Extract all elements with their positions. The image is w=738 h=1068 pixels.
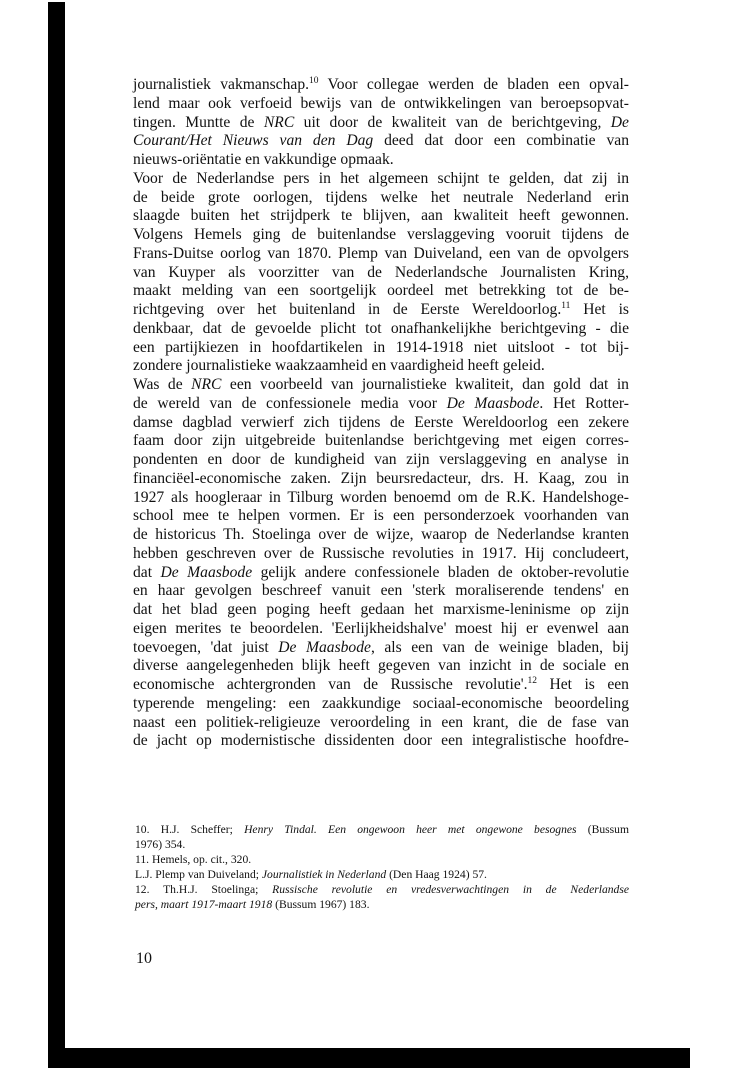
body-line: [133, 264, 629, 283]
body-line: [133, 714, 629, 733]
body-line: [133, 76, 629, 95]
text-segment: deed dat door een combinatie van: [373, 132, 629, 150]
text-segment: nieuws-oriëntatie en vakkundige opmaak.: [133, 151, 394, 168]
text-segment: hebben geschreven over de Russische revoluties in 1917. Hij concludeert,: [133, 544, 629, 562]
text-segment: slaagde buiten het strijdperk te blijven, aan kwaliteit heeft gewonnen.: [133, 207, 629, 225]
text-segment: journalistiek vakmanschap.: [133, 76, 310, 93]
text-segment: 11. Hemels, op. cit., 320.: [135, 853, 252, 866]
text-segment: Voor collegae werden de bladen een opval-: [318, 76, 629, 93]
body-line: [133, 339, 629, 358]
page-number: 10: [136, 950, 152, 967]
body-line: [133, 114, 629, 133]
body-line: [133, 639, 629, 658]
footnote-line: [135, 882, 629, 897]
body-line: [133, 470, 629, 489]
body-line: [133, 582, 629, 601]
footnote-line: [135, 867, 629, 882]
text-segment: de wereld van de confessionele media voor: [133, 394, 447, 412]
body-line: [133, 320, 629, 339]
footnote-line: [135, 837, 629, 852]
body-line: [133, 545, 629, 564]
body-line: [133, 357, 629, 376]
italic-text: De Maasbode: [160, 563, 253, 581]
italic-text: Journalistiek in Nederland: [261, 868, 387, 881]
text-segment: 12. Th.H.J. Stoelinga;: [135, 883, 273, 896]
body-line: [133, 695, 629, 714]
text-segment: lend maar ook verfoeid bewijs van de ontwikkelingen van beroepsopvat-: [133, 94, 629, 112]
body-text: [133, 76, 629, 751]
text-segment: . Het Rotter-: [539, 394, 629, 412]
text-segment: Het is een: [536, 676, 629, 693]
footnote-line: [135, 852, 629, 867]
text-segment: de jacht op modernistische dissidenten door een integralistische hoofdre-: [133, 732, 629, 750]
footnote-line: [135, 897, 629, 912]
text-segment: , als een van de weinige bladen, bij: [370, 638, 629, 656]
body-line: [133, 395, 629, 414]
body-line: [133, 170, 629, 189]
text-segment: Volgens Hemels ging de buitenlandse verslaggeving vooruit tijdens de: [133, 226, 629, 243]
body-line: [133, 207, 629, 226]
body-line: [133, 507, 629, 526]
body-line: [133, 526, 629, 545]
text-segment: Het is: [570, 301, 629, 318]
footnote-reference: 12: [527, 676, 537, 686]
text-segment: een voorbeeld van journalistieke kwaliteit, dan gold dat in: [221, 376, 629, 393]
body-line: [133, 301, 629, 320]
text-segment: de beide grote oorlogen, tijdens welke het neutrale Nederland erin: [133, 188, 629, 206]
text-segment: toevoegen, 'dat juist: [133, 638, 279, 656]
text-segment: Voor de Nederlandse pers in het algemeen schijnt te gelden, dat zij in: [133, 169, 629, 187]
text-segment: school mee te helpen vormen. Er is een personderzoek voorhanden van: [133, 507, 629, 525]
text-segment: richtgeving over het buitenland in de Eerste Wereldoorlog.: [133, 301, 562, 318]
text-segment: denkbaar, dat de gevoelde plicht tot onafhankelijkhe berichtgeving - die: [133, 319, 629, 337]
text-segment: uit door de kwaliteit van de berichtgeving,: [294, 113, 611, 131]
body-line: [133, 189, 629, 208]
italic-text: De Maasbode: [278, 638, 371, 656]
scan-border-left: [48, 2, 65, 1068]
text-segment: (Den Haag 1924) 57.: [386, 868, 487, 881]
text-segment: een partijkiezen in hoofdartikelen in 1914-1918 niet uitsloot - tot bij-: [133, 338, 629, 356]
body-line: [133, 451, 629, 470]
body-line: [133, 601, 629, 620]
footnotes: [135, 822, 629, 912]
body-line: [133, 414, 629, 433]
italic-text: Courant/Het Nieuws van den Dag: [133, 132, 374, 150]
body-line: [133, 282, 629, 301]
body-line: [133, 151, 629, 170]
italic-text: pers, maart 1917-maart 1918: [135, 898, 273, 911]
text-segment: eigen merites te beoordelen. 'Eerlijkheidshalve' moest hij er evenwel aan: [133, 619, 629, 637]
text-segment: damse dagblad verwierf zich tijdens de Eerste Wereldoorlog een zekere: [133, 413, 629, 431]
italic-text: De Maasbode: [446, 394, 540, 412]
body-line: [133, 226, 629, 245]
body-line: [133, 657, 629, 676]
text-segment: (Bussum 1967) 183.: [272, 898, 370, 911]
body-line: [133, 676, 629, 695]
text-segment: en haar gevolgen beschreef vanuit een 'sterk moraliserende tendens' en: [133, 582, 629, 600]
scan-border-bottom: [48, 1048, 690, 1068]
italic-text: NRC: [263, 113, 295, 131]
italic-text: De: [610, 113, 629, 131]
italic-text: Russische revolutie en vredesverwachtingen in de Nederlandse: [272, 883, 629, 896]
text-segment: de historicus Th. Stoelinga over de wijze, waarop de Nederlandse kranten: [133, 526, 629, 543]
text-segment: van Kuyper als voorzitter van de Nederlandsche Journalisten Kring,: [133, 263, 629, 281]
body-line: [133, 732, 629, 751]
body-line: [133, 564, 629, 583]
text-segment: 1927 als hoogleraar in Tilburg worden benoemd om de R.K. Handelshoge-: [133, 488, 629, 506]
footnote-reference: 10: [309, 76, 319, 86]
body-line: [133, 376, 629, 395]
body-line: [133, 432, 629, 451]
text-segment: pondenten en door de kundigheid van zijn verslaggeving en analyse in: [133, 451, 629, 468]
text-segment: financiëel-economische zaken. Zijn beursredacteur, drs. H. Kaag, zou in: [133, 469, 629, 487]
body-line: [133, 132, 629, 151]
text-segment: economische achtergronden van de Russische revolutie'.: [133, 676, 528, 693]
text-segment: tingen. Muntte de: [133, 113, 264, 131]
text-segment: gelijk andere confessionele bladen de oktober-revolutie: [252, 563, 630, 581]
text-segment: Frans-Duitse oorlog van 1870. Plemp van Duiveland, een van de opvolgers: [133, 244, 629, 262]
text-segment: faam door zijn uitgebreide buitenlandse berichtgeving met eigen corres-: [133, 432, 629, 450]
text-segment: Was de: [133, 376, 192, 393]
text-segment: 10. H.J. Scheffer;: [135, 823, 245, 836]
text-segment: L.J. Plemp van Duiveland;: [135, 868, 262, 881]
italic-text: Henry Tindal. Een ongewoon heer met ongewone besognes: [244, 823, 577, 836]
text-segment: maakt melding van een soortgelijk oordeel met betrekking tot de be-: [133, 282, 629, 300]
body-line: [133, 245, 629, 264]
text-segment: 1976) 354.: [135, 838, 186, 851]
footnote-line: [135, 822, 629, 837]
text-segment: naast een politiek-religieuze veroordeling in een krant, die de fase van: [133, 713, 629, 731]
text-segment: typerende mengeling: een zaakkundige sociaal-economische beoordeling: [133, 694, 629, 712]
body-line: [133, 489, 629, 508]
footnote-reference: 11: [561, 301, 571, 311]
text-segment: dat: [133, 563, 161, 581]
text-segment: dat het blad geen poging heeft gedaan het marxisme-leninisme op zijn: [133, 601, 629, 618]
text-segment: diverse aangelegenheden blijk heeft gegeven van inzicht in de sociale en: [133, 657, 629, 675]
text-segment: zondere journalistieke waakzaamheid en vaardigheid heeft geleid.: [133, 357, 545, 375]
body-line: [133, 95, 629, 114]
text-segment: (Bussum: [576, 823, 629, 836]
body-line: [133, 620, 629, 639]
italic-text: NRC: [191, 376, 222, 393]
